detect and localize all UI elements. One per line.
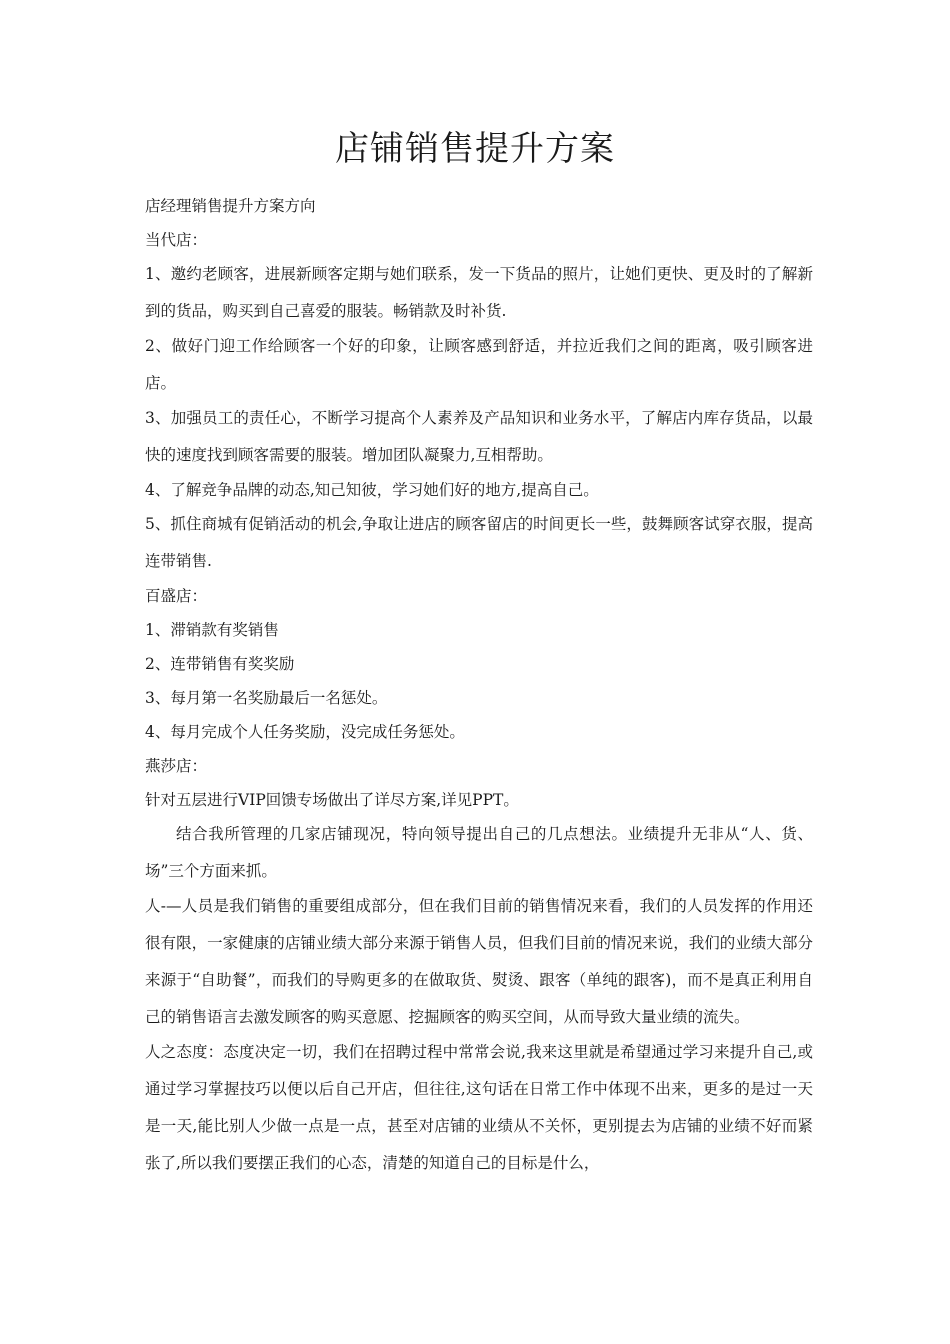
document-paragraph: 2、做好门迎工作给顾客一个好的印象，让顾客感到舒适，并拉近我们之间的距离，吸引顾客进店。 (145, 337, 813, 392)
document-paragraph: 3、加强员工的责任心，不断学习提高个人素养及产品知识和业务水平，了解店内库存货品，以最快的速度找到顾客需要的服装。增加团队凝聚力,互相帮助。 (145, 409, 813, 464)
document-paragraph: 1、滞销款有奖销售 (145, 621, 279, 639)
document-paragraph: 燕莎店： (145, 757, 208, 775)
document-paragraph: 当代店： (145, 231, 208, 249)
document-paragraph: 店经理销售提升方案方向 (145, 197, 316, 215)
document-paragraph: 3、每月第一名奖励最后一名惩处。 (145, 689, 388, 707)
document-title: 店铺销售提升方案 (335, 129, 615, 169)
document-paragraph: 4、每月完成个人任务奖励，没完成任务惩处。 (145, 723, 465, 741)
document-paragraph: 人之态度：态度决定一切，我们在招聘过程中常常会说,我来这里就是希望通过学习来提升自己,或通过学习掌握技巧以便以后自己开店，但往往,这句话在日常工作中体现不出来，更多的是过一天是一天,能比别人少做一点是一点，甚至对店铺的业绩从不关怀，更别提去为店铺的业绩不好而紧张了,所以我们要摆正我们的心态，清楚的知道自己的目标是什么， (145, 1043, 813, 1172)
document-paragraph: 针对五层进行VIP回馈专场做出了详尽方案,详见PPT。 (145, 791, 519, 809)
document-body (145, 195, 813, 1187)
document-paragraph: 2、连带销售有奖奖励 (145, 655, 295, 673)
document-paragraph: 结合我所管理的几家店铺现况，特向领导提出自己的几点想法。业绩提升无非从“人、货、场”三个方面来抓。 (145, 825, 813, 880)
document-paragraph: 5、抓住商城有促销活动的机会,争取让进店的顾客留店的时间更长一些，鼓舞顾客试穿衣服，提高连带销售. (145, 515, 813, 570)
document-paragraph: 4、了解竞争品牌的动态,知己知彼，学习她们好的地方,提高自己。 (145, 481, 599, 499)
document-paragraph: 人-—人员是我们销售的重要组成部分，但在我们目前的销售情况来看，我们的人员发挥的作用还很有限，一家健康的店铺业绩大部分来源于销售人员，但我们目前的情况来说，我们的业绩大部分来源于“自助餐”，而我们的导购更多的在做取货、熨烫、跟客（单纯的跟客)，而不是真正利用自己的销售语言去激发顾客的购买意愿、挖掘顾客的购买空间，从而导致大量业绩的流失。 (145, 897, 813, 1026)
document-paragraph: 百盛店： (145, 587, 208, 605)
document-paragraph: 1、邀约老顾客，进展新顾客定期与她们联系，发一下货品的照片，让她们更快、更及时的了解新到的货品，购买到自己喜爱的服装。畅销款及时补货. (145, 265, 813, 320)
